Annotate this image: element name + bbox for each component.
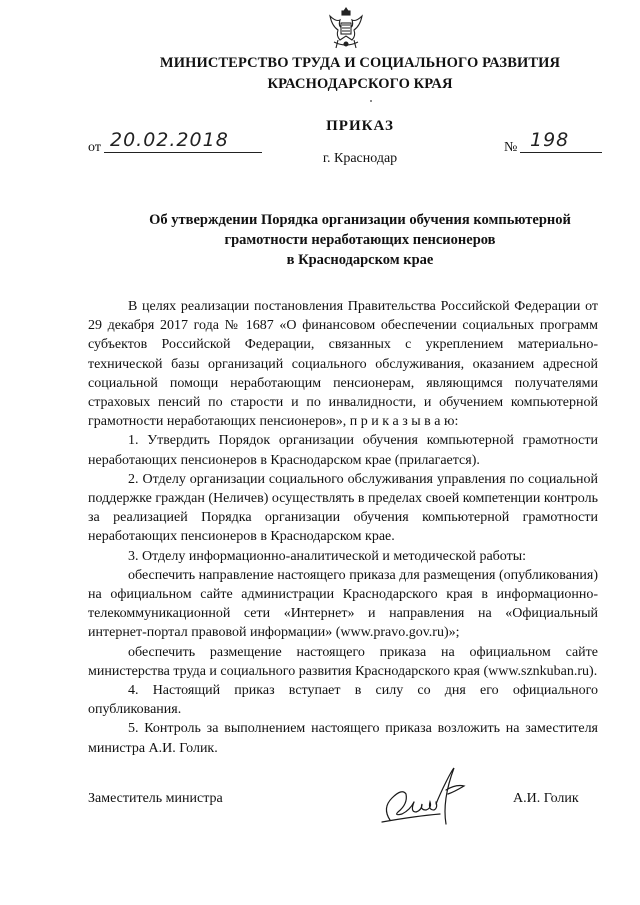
subject-line-3: в Краснодарском крае — [286, 252, 434, 268]
item-2: 2. Отделу организации социального обслуживания управления по социальной поддержке граждан (Неличев) осуществлять в пределах своей компетенции контроль за реализацией Порядка организации обучения компьютерной грамотности неработающих пенсионеров в Краснодарском крае. — [88, 471, 598, 545]
signatory-name: А.И. Голик — [513, 791, 579, 806]
number-label: № — [504, 140, 518, 155]
item-4: 4. Настоящий приказ вступает в силу со дня его официального опубликования. — [88, 683, 598, 718]
subject-line-2: грамотности неработающих пенсионеров — [224, 232, 496, 248]
handwritten-signature — [376, 764, 486, 828]
coat-of-arms-icon — [326, 6, 366, 50]
document-type-title: ПРИКАЗ — [326, 118, 394, 134]
document-body — [88, 297, 598, 758]
document-date: 20.02.2018 — [110, 129, 229, 151]
date-label: от — [88, 140, 101, 155]
item-5: 5. Контроль за выполнением настоящего приказа возложить на заместителя министра А.И. Голик. — [88, 721, 598, 756]
city: г. Краснодар — [322, 151, 398, 166]
document-number: 198 — [530, 129, 570, 151]
signatory-position: Заместитель министра — [88, 791, 223, 806]
preamble-paragraph: В целях реализации постановления Правительства Российской Федерации от 29 декабря 2017 года № 1687 «О финансовом обеспечении социальных программ субъектов Российской Федерации, связанных с укреплением материально-технической базы организаций социального обслуживания, оказанием адресной социальной помощи неработающим пенсионерам, являющимся получателями страховых пенсий по старости и по инвалидности, и обучением компьютерной грамотности неработающих пенсионеров», п р и к а з ы в а ю: — [88, 299, 598, 430]
item-3: 3. Отделу информационно-аналитической и методической работы: — [128, 548, 527, 564]
item-1: 1. Утвердить Порядок организации обучения компьютерной грамотности неработающих пенсионеров в Краснодарском крае (прилагается). — [88, 433, 598, 468]
document-subject — [80, 210, 640, 270]
item-3a: обеспечить направление настоящего приказа для размещения (опубликования) на официальном сайте администрации Краснодарского края в информационно-телекоммуникационной сети «Интернет» и направления на «Официальный интернет-портал правовой информации» (www.pravo.gov.ru)»; — [88, 567, 598, 641]
scan-dot — [370, 100, 372, 102]
subject-line-1: Об утверждении Порядка организации обучения компьютерной — [149, 212, 571, 228]
item-3b: обеспечить размещение настоящего приказа на официальном сайте министерства труда и социального развития Краснодарского края (www.sznkuban.ru). — [88, 644, 598, 679]
ministry-line-1: МИНИСТЕРСТВО ТРУДА И СОЦИАЛЬНОГО РАЗВИТИЯ — [159, 55, 561, 71]
ministry-header — [80, 53, 640, 95]
ministry-line-2: КРАСНОДАРСКОГО КРАЯ — [267, 76, 453, 92]
